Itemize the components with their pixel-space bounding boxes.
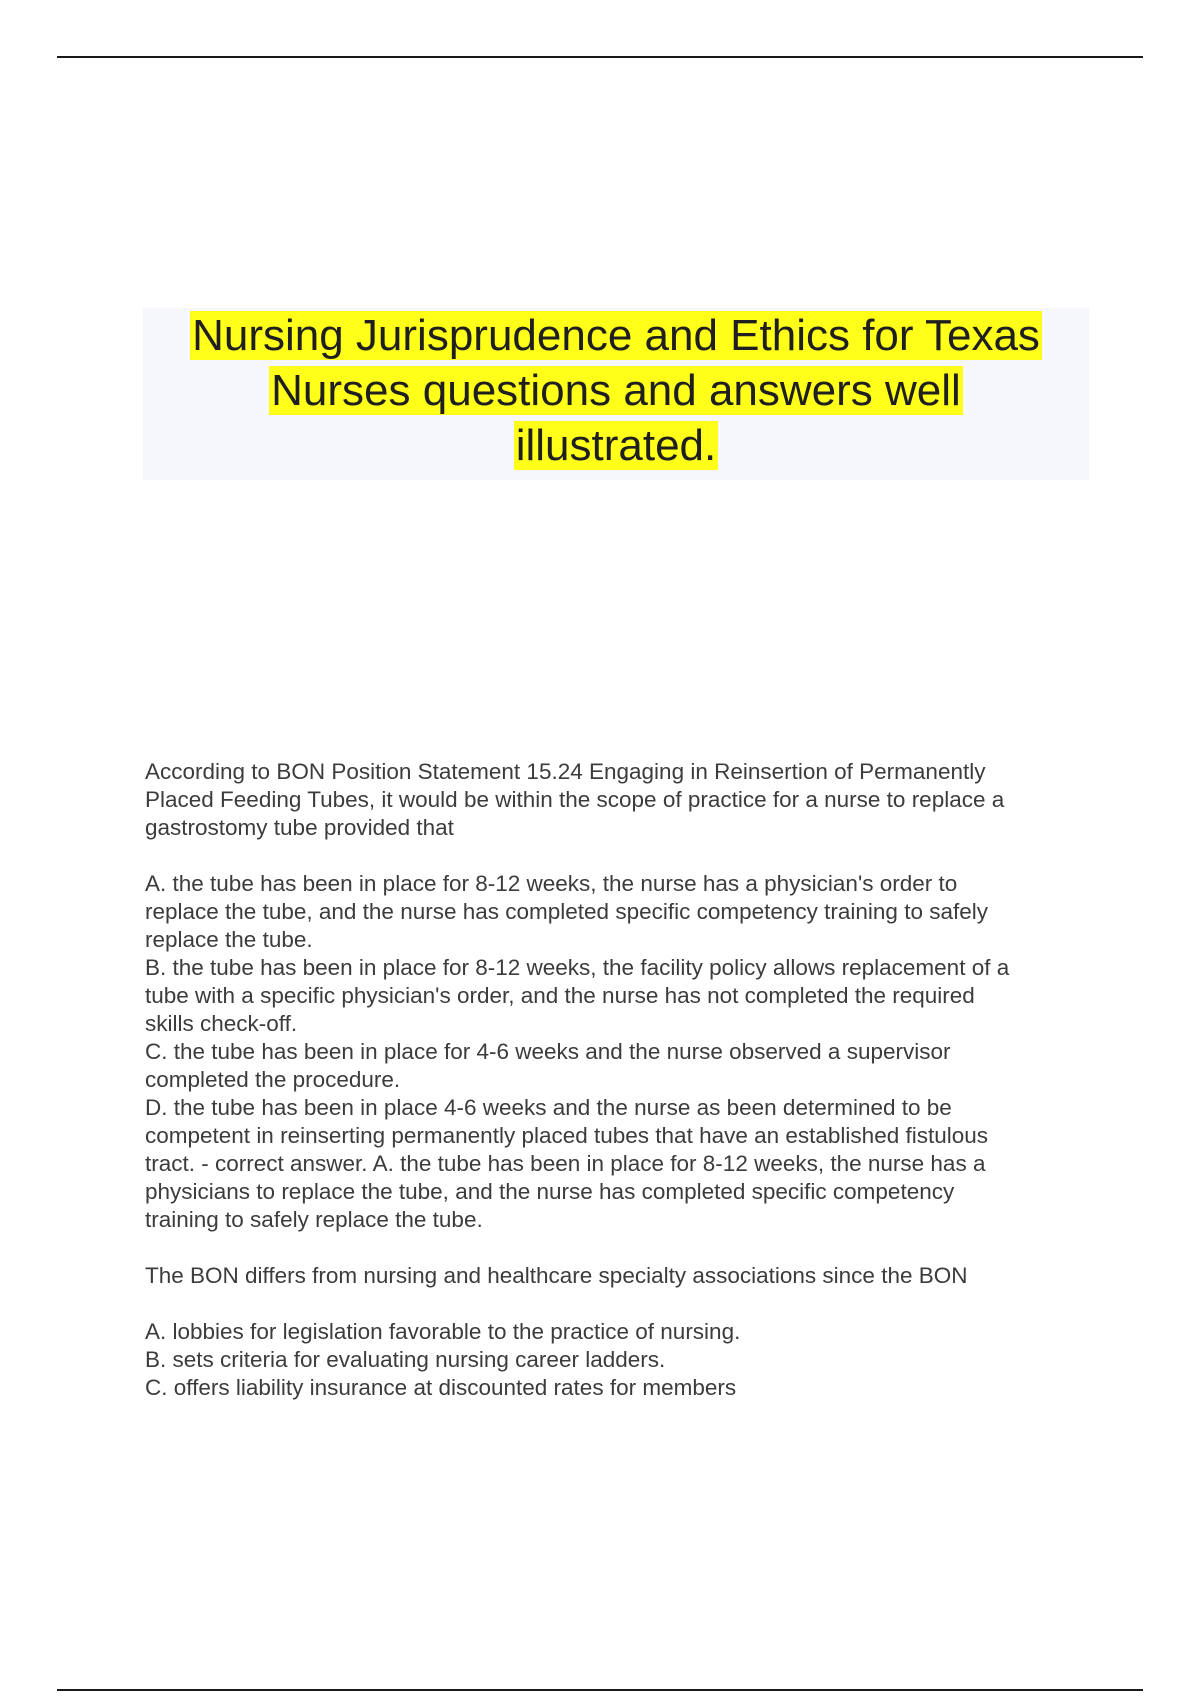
question-1-answer-line: tract. - correct answer. A. the tube has been in place for 8-12 weeks, the nurse has a — [145, 1151, 986, 1176]
question-2-options — [145, 1318, 1085, 1402]
question-1-stem-line: According to BON Position Statement 15.24 Engaging in Reinsertion of Permanently — [145, 759, 986, 784]
title-line-1: Nursing Jurisprudence and Ethics for Texas — [192, 311, 1040, 360]
question-1-option-line: skills check-off. — [145, 1011, 298, 1036]
question-1-answer-line: physicians to replace the tube, and the nurse has completed specific competency — [145, 1179, 955, 1204]
question-1-options — [145, 870, 1085, 1234]
paragraph-gap — [145, 1290, 1085, 1318]
question-1-option-line: A. the tube has been in place for 8-12 weeks, the nurse has a physician's order to — [145, 871, 958, 896]
question-1-option-line: competent in reinserting permanently placed tubes that have an established fistulous — [145, 1123, 989, 1148]
question-1-option-line: B. the tube has been in place for 8-12 weeks, the facility policy allows replacement of a — [145, 955, 1010, 980]
title-line-3: illustrated. — [515, 421, 717, 470]
question-1-stem-line: Placed Feeding Tubes, it would be within the scope of practice for a nurse to replace a — [145, 787, 1005, 812]
question-1-stem-line: gastrostomy tube provided that — [145, 815, 454, 840]
top-divider — [57, 56, 1143, 58]
document-title — [143, 308, 1089, 473]
paragraph-gap — [145, 842, 1085, 870]
question-1-answer-line: training to safely replace the tube. — [145, 1207, 483, 1232]
question-2-stem-line: The BON differs from nursing and healthcare specialty associations since the BON — [145, 1263, 968, 1288]
document-title-block — [143, 308, 1089, 480]
question-1-stem — [145, 758, 1085, 842]
paragraph-gap — [145, 1234, 1085, 1262]
question-1-option-line: C. the tube has been in place for 4-6 weeks and the nurse observed a supervisor — [145, 1039, 951, 1064]
question-2-option-line: A. lobbies for legislation favorable to the practice of nursing. — [145, 1319, 741, 1344]
bottom-divider — [57, 1689, 1143, 1691]
question-2-option-line: B. sets criteria for evaluating nursing career ladders. — [145, 1347, 666, 1372]
question-2-option-line: C. offers liability insurance at discounted rates for members — [145, 1375, 737, 1400]
title-line-2: Nurses questions and answers well — [271, 366, 961, 415]
question-2 — [145, 1262, 1085, 1402]
question-1-option-line: D. the tube has been in place 4-6 weeks and the nurse as been determined to be — [145, 1095, 952, 1120]
question-1 — [145, 758, 1085, 1234]
question-1-option-line: tube with a specific physician's order, and the nurse has not completed the required — [145, 983, 975, 1008]
question-1-option-line: completed the procedure. — [145, 1067, 401, 1092]
document-body — [145, 758, 1085, 1402]
question-1-option-line: replace the tube. — [145, 927, 313, 952]
question-1-option-line: replace the tube, and the nurse has completed specific competency training to safely — [145, 899, 988, 924]
question-2-stem — [145, 1262, 1085, 1290]
